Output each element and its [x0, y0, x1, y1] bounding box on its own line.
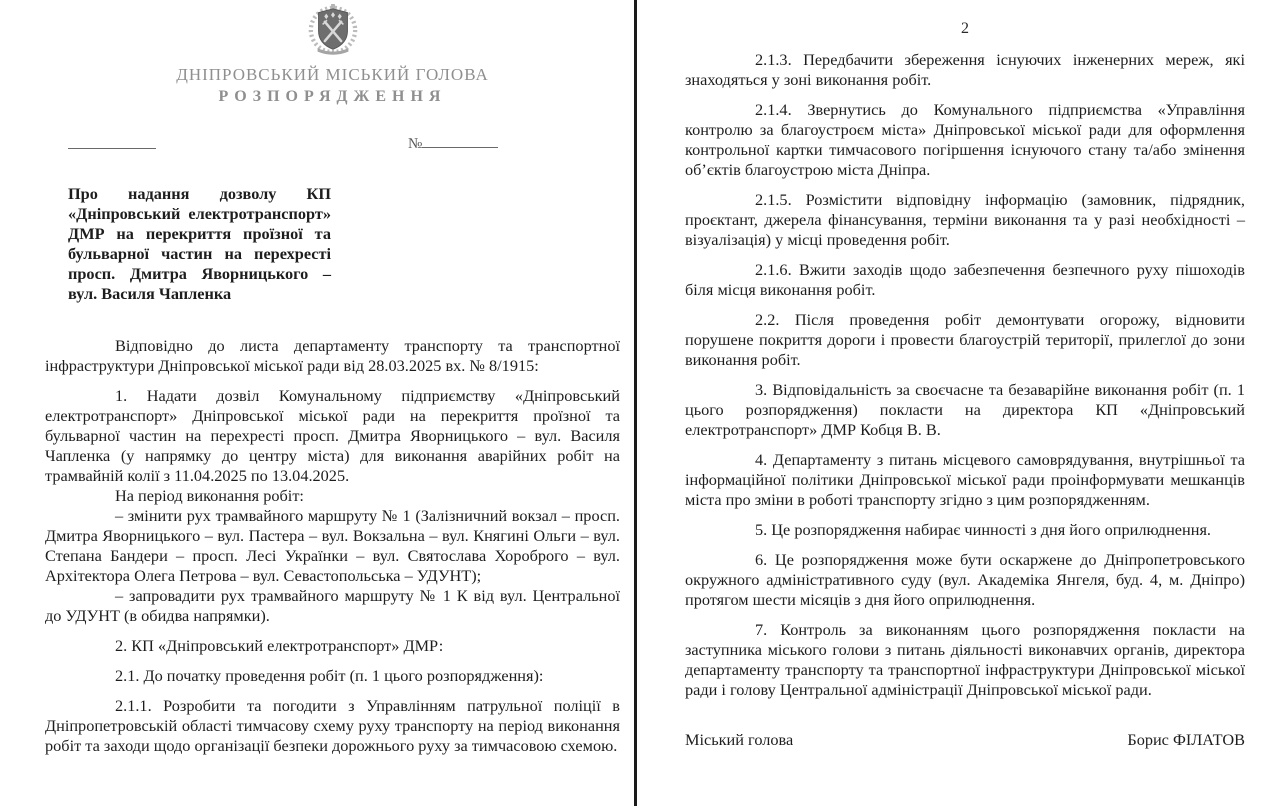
- registration-number: [408, 134, 498, 153]
- paragraph: 7. Контроль за виконанням цього розпорядження покласти на заступника міського голови з питань діяльності виконавчих органів, директора департаменту транспорту та транспортної інфраструктури Дніпровської міської ради і голову Центральної адміністрації Дніпровської міської ради.: [685, 620, 1245, 699]
- paragraph: 3. Відповідальність за своєчасне та безаварійне виконання робіт (п. 1 цього розпорядження) покласти на директора КП «Дніпровський електротранспорт» ДМР Кобця В. В.: [685, 380, 1245, 439]
- paragraph: 2.1.3. Передбачити збереження існуючих інженерних мереж, які знаходяться у зоні виконання робіт.: [685, 50, 1245, 89]
- doc-type-title: РОЗПОРЯДЖЕННЯ: [218, 88, 447, 105]
- letterhead: [45, 0, 620, 106]
- page-2-body: [685, 50, 1245, 700]
- paragraph: 4. Департаменту з питань місцевого самоврядування, внутрішньої та інформаційної політики Дніпровської міської ради проінформувати мешканців міста про зміни в роботі транспорту згідно з цим розпорядженням.: [685, 450, 1245, 509]
- number-sign-label: №: [408, 136, 423, 152]
- paragraph: 2.1.4. Звернутись до Комунального підприємства «Управління контролю за благоустроєм міста» Дніпровської міської ради для оформлення контрольної картки тимчасового погіршення існуючого стану та/або змінення об’єктів благоустрою міста Дніпра.: [685, 100, 1245, 179]
- signature-block: [685, 730, 1245, 750]
- paragraph: 6. Це розпорядження може бути оскаржене до Дніпропетровського окружного адміністративного суду (вул. Академіка Янгеля, буд. 4, м. Дніпро) протягом шести місяців з дня його оприлюднення.: [685, 550, 1245, 609]
- signatory-position: Міський голова: [685, 730, 794, 749]
- page-1: [0, 0, 634, 806]
- signatory-name: Борис ФІЛАТОВ: [1127, 730, 1245, 749]
- paragraph: 2.2. Після проведення робіт демонтувати огорожу, відновити порушене покриття дороги і провести благоустрій території, прилеглої до зони виконання робіт.: [685, 310, 1245, 369]
- date-placeholder-line: [68, 148, 156, 149]
- date-and-number-row: [45, 134, 620, 156]
- page-2: [637, 0, 1277, 806]
- paragraph: 5. Це розпорядження набирає чинності з дня його оприлюднення.: [755, 520, 1212, 539]
- paragraph: 2.1.6. Вжити заходів щодо забезпечення безпечного руху пішоходів біля місця виконання робіт.: [685, 260, 1245, 299]
- dnipro-coat-of-arms-icon: [304, 4, 362, 56]
- paragraph: 2.1. До початку проведення робіт (п. 1 цього розпорядження):: [115, 666, 544, 685]
- org-title: ДНІПРОВСЬКИЙ МІСЬКИЙ ГОЛОВА: [176, 65, 489, 84]
- paragraph: – запровадити рух трамвайного маршруту № 1 К від вул. Центральної до УДУНТ (в обидва напрямки).: [45, 586, 620, 625]
- number-placeholder-line: [422, 134, 498, 148]
- paragraph: – змінити рух трамвайного маршруту № 1 (Залізничний вокзал – просп. Дмитра Яворницького – вул. Пастера – вул. Вокзальна – вул. Княгині Ольги – вул. Степана Бандери – просп. Лесі Українки – вул. Святослава Хороброго – вул. Архітектора Олега Петрова – вул. Севастопольська – УДУНТ);: [45, 506, 620, 585]
- paragraph: На період виконання робіт:: [115, 486, 304, 505]
- paragraph: 2.1.1. Розробити та погодити з Управлінням патрульної поліції в Дніпропетровській області тимчасову схему руху транспорту на період виконання робіт та заходи щодо організації безпеки дорожнього руху за тимчасовою схемою.: [45, 696, 620, 755]
- paragraph: 2. КП «Дніпровський електротранспорт» ДМР:: [115, 636, 444, 655]
- order-subject: Про надання дозволу КП «Дніпровський електротранспорт» ДМР на перекриття проїзної та бульварної частин на перехресті просп. Дмитра Яворницького – вул. Василя Чапленка: [68, 184, 331, 303]
- page-number: 2: [961, 20, 969, 37]
- paragraph: Відповідно до листа департаменту транспорту та транспортної інфраструктури Дніпровської міської ради від 28.03.2025 вх. № 8/1915:: [45, 336, 620, 375]
- paragraph: 1. Надати дозвіл Комунальному підприємству «Дніпровський електротранспорт» Дніпровської міської ради на перекриття проїзної та бульварної частин на перехресті просп. Дмитра Яворницького – вул. Василя Чапленка (у напрямку до центру міста) для виконання аварійних робіт на трамвайній колії з 11.04.2025 по 13.04.2025.: [45, 386, 620, 485]
- paragraph: 2.1.5. Розмістити відповідну інформацію (замовник, підрядник, проєктант, джерела фінансування, терміни виконання та у разі необхідності – візуалізація) у місці проведення робіт.: [685, 190, 1245, 249]
- page-1-body: [45, 336, 620, 756]
